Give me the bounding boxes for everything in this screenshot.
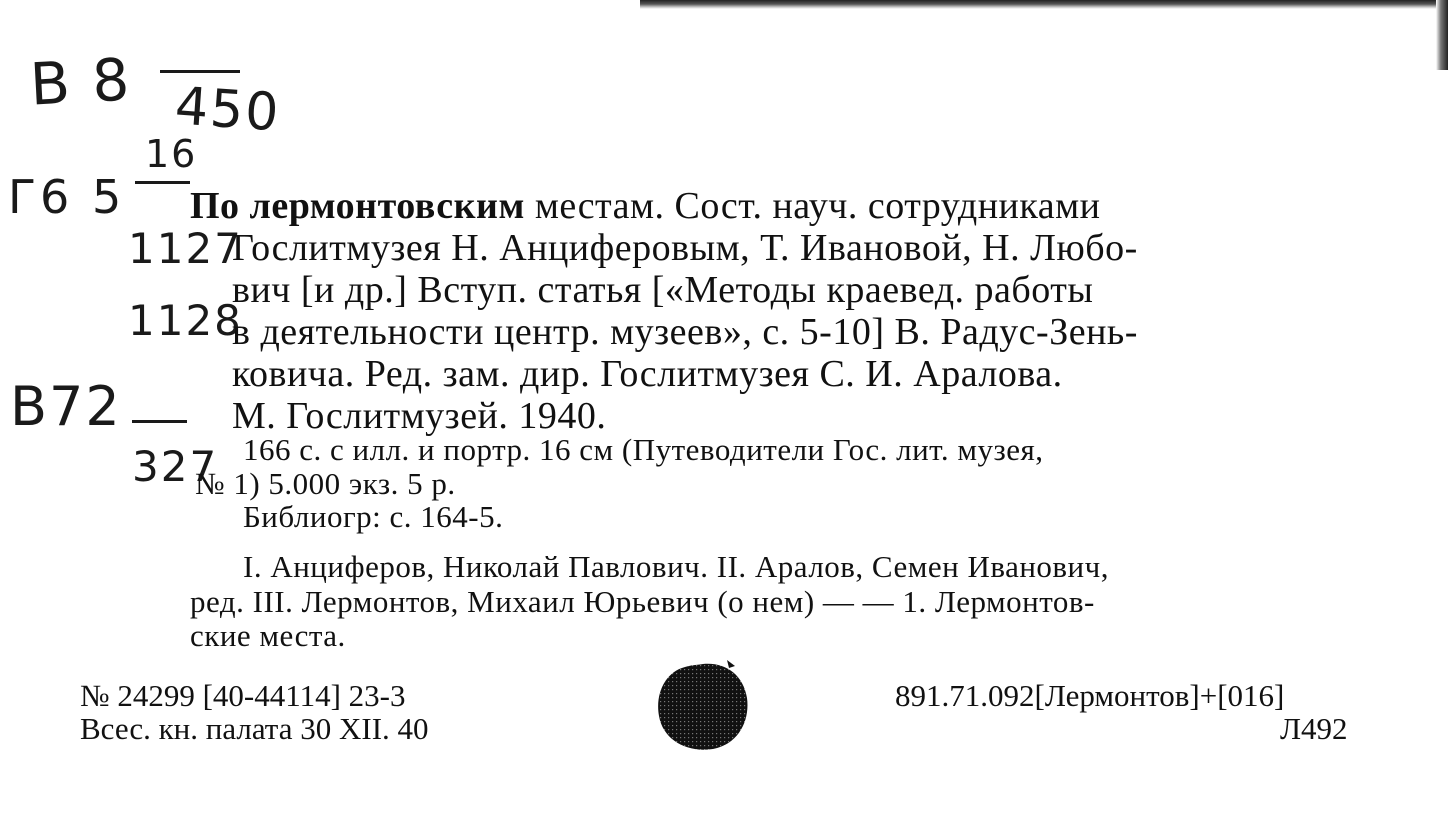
- handwritten-number-16: 16: [145, 132, 198, 176]
- entry-line-6: М. Гослитмузей. 1940.: [232, 395, 607, 437]
- handwritten-number-450: 450: [173, 76, 283, 144]
- scan-edge-right: [1436, 0, 1448, 70]
- tracings-line-2: ред. III. Лермонтов, Михаил Юрьевич (о нем) — — 1. Лермонтов-: [190, 584, 1095, 619]
- handwritten-fraction-bar-mid: [135, 181, 190, 184]
- scan-edge-top: [640, 0, 1448, 9]
- ink-blot: [655, 660, 750, 752]
- collation-line-3: Библиогр: с. 164-5.: [243, 499, 504, 534]
- handwritten-number-1128: 1128: [128, 296, 243, 345]
- entry-line-4: в деятельности центр. музеев», с. 5-10] В. Радус-Зень-: [232, 311, 1138, 353]
- handwritten-shelfmark-bottom: B72: [10, 375, 122, 438]
- handwritten-dash-bottom: [132, 420, 187, 423]
- entry-title: По лермонтовским: [190, 185, 525, 227]
- entry-line-5: ковича. Ред. зам. дир. Гослитмузея С. И. Аралова.: [232, 353, 1063, 395]
- footer-classification: 891.71.092[Лермонтов]+[016]: [895, 678, 1285, 713]
- tracings-line-3: ские места.: [190, 618, 346, 653]
- collation-line-2: № 1) 5.000 экз. 5 р.: [195, 466, 456, 501]
- handwritten-number-1127: 1127: [128, 224, 243, 273]
- entry-line-2: Гослитмузея Н. Анциферовым, Т. Ивановой, Н. Любо-: [232, 227, 1138, 269]
- handwritten-shelfmark-mid: Г6 5: [8, 170, 126, 224]
- handwritten-number-327: 327: [132, 442, 219, 491]
- handwritten-shelfmark-top: B 8: [28, 45, 133, 119]
- footer-author-mark: Л492: [1280, 711, 1348, 746]
- footer-chamber-date: Всес. кн. палата 30 XII. 40: [80, 711, 429, 746]
- collation-line-1: 166 с. с илл. и портр. 16 см (Путеводители Гос. лит. музея,: [243, 432, 1044, 467]
- entry-line-1-rest: местам. Сост. науч. сотрудниками: [524, 185, 1101, 227]
- footer-registration-number: № 24299 [40-44114] 23-3: [80, 678, 406, 713]
- tracings-line-1: I. Анциферов, Николай Павлович. II. Аралов, Семен Иванович,: [243, 549, 1109, 584]
- handwritten-fraction-bar-top: [160, 70, 240, 73]
- entry-line-1: [190, 185, 1101, 227]
- entry-line-3: вич [и др.] Вступ. статья [«Методы краевед. работы: [232, 269, 1094, 311]
